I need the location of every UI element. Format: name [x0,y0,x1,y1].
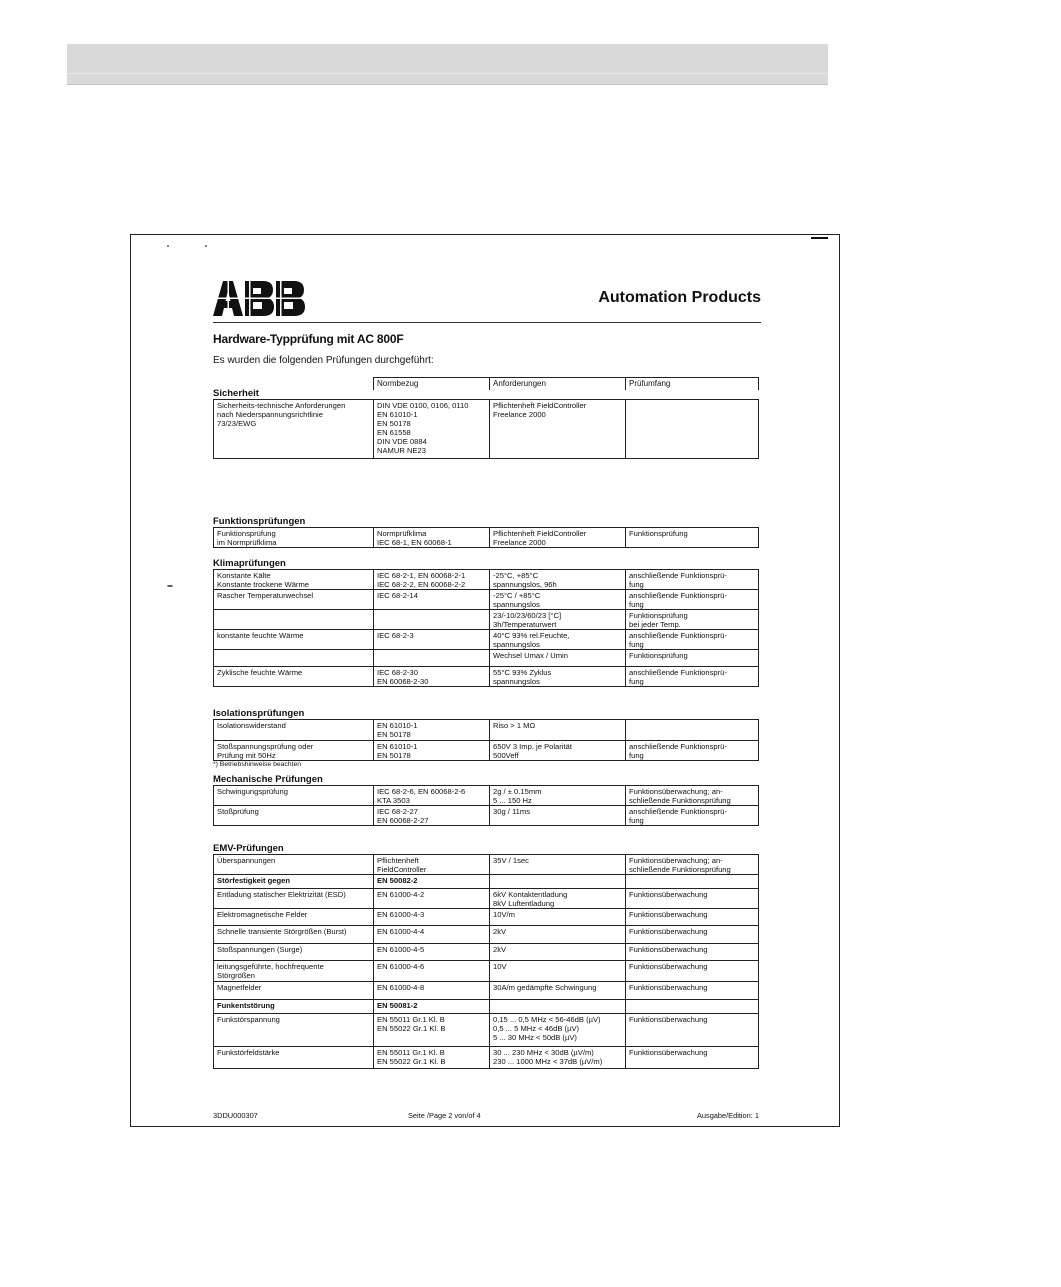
table-cell [626,1000,758,1013]
table-cell [626,720,758,740]
table-cell: IEC 68-2-6, EN 60068-2-6 KTA 3503 [374,786,490,805]
table-cell: 55°C 93% Zyklus spannungslos [490,667,626,686]
table-cell: 40°C 93% rel.Feuchte, spannungslos [490,630,626,649]
table-cell: 2g / ± 0.15mm 5 ... 150 Hz [490,786,626,805]
table-cell: Stoßspannungsprüfung oder Prüfung mit 50Hz [214,741,374,760]
scan-corner-mark [811,237,828,239]
table-cell: Funkentstörung [214,1000,374,1013]
table-cell: 10V [490,961,626,981]
table-cell: IEC 68-2-27 EN 60068-2-27 [374,806,490,825]
table-cell: EN 61010-1 EN 50178 [374,720,490,740]
table-cell: Funktionsüberwachung; an- schließende Funktionsprüfung [629,856,731,874]
section-title: Klimaprüfungen [213,558,286,569]
table-cell: Normprüfklima IEC 68-1, EN 60068-1 [374,528,490,547]
section-title: EMV-Prüfungen [213,843,284,854]
company-title: Automation Products [598,289,761,306]
table-row [214,961,758,982]
column-header: Anforderungen [489,378,625,390]
table-cell: IEC 68-2-14 [374,590,490,609]
table-cell: Pflichtenheft FieldController [374,855,490,874]
table-cell: 30A/m gedämpfte Schwingung [490,982,626,999]
test-table [213,854,759,1069]
column-header: Prüfumfang [625,378,759,390]
table-row [214,1014,758,1047]
table-cell [490,1000,626,1013]
table-cell: EN 55011 Gr.1 Kl. B EN 55022 Gr.1 Kl. B [374,1047,490,1068]
table-cell: EN 61000-4-6 [374,961,490,981]
table-cell: Funktionsüberwachung; an- schließende Funktionsprüfung [629,787,731,805]
table-cell: Funkstörspannung [214,1014,374,1046]
column-headers [373,377,759,389]
table-row [214,1047,758,1069]
table-cell: EN 61000-4-8 [374,982,490,999]
table-cell [374,610,490,629]
table-cell: -25°C, +85°C spannungslos, 96h [490,570,626,589]
table-row [214,944,758,961]
scan-speck [167,245,169,247]
test-section [213,517,759,548]
table-cell: anschließende Funktionsprü- fung [629,807,727,825]
table-cell: DIN VDE 0100, 0106, 0110 EN 61010-1 EN 50178 EN 61558 DIN VDE 0884 NAMUR NE23 [374,400,490,458]
table-cell [214,610,374,629]
table-cell [626,400,758,458]
table-cell: Funktionsüberwachung [629,910,708,919]
table-cell: Funkstörfeldstärke [214,1047,374,1068]
table-cell: Funktionsüberwachung [629,945,708,954]
table-cell: Elektromagnetische Felder [214,909,374,925]
table-cell: Pflichtenheft FieldController Freelance 2000 [490,400,626,458]
table-cell: 30g / 11ms [490,806,626,825]
table-cell: Schnelle transiente Störgrößen (Burst) [214,926,374,943]
test-section [213,709,759,769]
test-table [213,785,759,826]
table-cell: Störfestigkeit gegen [214,875,374,888]
table-cell: IEC 68-2-1, EN 60068-2-1 IEC 68-2-2, EN 60068-2-2 [374,570,490,589]
test-section [213,775,759,826]
test-section [213,844,759,1069]
table-cell: 6kV Kontaktentladung 8kV Luftentladung [490,889,626,908]
table-cell: EN 61000-4-3 [374,909,490,925]
table-cell: anschließende Funktionsprü- fung [629,591,727,609]
table-cell: 2kV [490,944,626,960]
table-cell: EN 61000-4-4 [374,926,490,943]
test-table [213,399,759,459]
test-table [213,719,759,761]
footer-edition: Ausgabe/Edition: 1 [696,1111,759,1120]
top-gray-band [67,44,828,85]
table-cell: IEC 68-2-30 EN 60068-2-30 [374,667,490,686]
table-cell: Funktionsüberwachung [629,1015,708,1024]
section-title: Funktionsprüfungen [213,516,306,527]
section-footnote: *) Betriebshinweise beachten [213,761,302,768]
test-table [213,527,759,548]
table-cell: 650V 3 Imp. je Polarität 500Veff [490,741,626,760]
table-cell [490,875,626,888]
column-header: Normbezug [373,378,489,390]
footer-doc-number: 3DDU000307 [213,1111,258,1120]
table-cell [626,875,758,888]
table-cell: -25°C / +85°C spannungslos [490,590,626,609]
scan-speck [167,585,173,587]
scanned-document-frame [130,234,840,1127]
table-row [214,667,758,687]
table-row [214,926,758,944]
table-row [214,528,758,548]
table-cell: Funktionsüberwachung [629,927,708,936]
table-cell: EN 61000-4-2 [374,889,490,908]
table-cell: anschließende Funktionsprü- fung [629,571,727,589]
table-row [214,610,758,630]
table-row [214,741,758,761]
table-cell: EN 50081-2 [374,1000,490,1013]
table-cell: Funktionsprüfung [629,529,688,538]
table-cell: Funktionsüberwachung [629,890,708,899]
table-cell: 23/-10/23/60/23 [°C] 3h/Temperaturwert [490,610,626,629]
table-cell: EN 61000-4-5 [374,944,490,960]
table-row [214,875,758,889]
table-row [214,786,758,806]
table-cell: Funktionsprüfung im Normprüfklima [214,528,374,547]
table-cell: Schwingungsprüfung [214,786,374,805]
table-cell: Funktionsüberwachung [629,962,708,971]
header-rule [213,322,761,323]
table-cell: konstante feuchte Wärme [214,630,374,649]
table-cell: anschließende Funktionsprü- fung [629,742,727,760]
table-cell: Stoßspannungen (Surge) [214,944,374,960]
table-row [214,650,758,667]
table-row [214,630,758,650]
test-table [213,569,759,687]
table-cell: 35V / 1sec [490,855,626,874]
table-cell: 2kV [490,926,626,943]
page-footer [213,1111,759,1121]
top-band-divider [67,73,828,74]
table-cell: Sicherheits-technische Anforderungen nach Niederspannungsrichtlinie 73/23/EWG [214,400,374,458]
table-row [214,909,758,926]
table-cell: Überspannungen [214,855,374,874]
footer-page-number: Seite /Page 2 von/of 4 [408,1111,481,1120]
table-row [214,590,758,610]
table-row [214,400,758,459]
table-cell: Riso > 1 MΩ [490,720,626,740]
table-cell: EN 50082-2 [374,875,490,888]
table-cell: Rascher Temperaturwechsel [214,590,374,609]
abb-logo [213,281,305,316]
table-cell: Funktionsprüfung [629,651,688,660]
table-cell [214,650,374,666]
section-title: Sicherheit [213,388,259,399]
table-cell: Funktionsüberwachung [629,1048,708,1057]
test-section [213,559,759,687]
table-row [214,806,758,826]
table-cell: EN 55011 Gr.1 Kl. B EN 55022 Gr.1 Kl. B [374,1014,490,1046]
table-cell [374,650,490,666]
table-cell: Funktionsüberwachung [629,983,708,992]
section-title: Isolationsprüfungen [213,708,305,719]
table-cell: Stoßprüfung [214,806,374,825]
table-cell: Magnetfelder [214,982,374,999]
table-cell: Zyklische feuchte Wärme [214,667,374,686]
scan-speck [205,245,207,247]
document-intro: Es wurden die folgenden Prüfungen durchgeführt: [213,355,434,366]
table-cell: EN 61010-1 EN 50178 [374,741,490,760]
table-row [214,982,758,1000]
table-cell: 30 ... 230 MHz < 30dB (µV/m) 230 ... 1000 MHz < 37dB (µV/m) [490,1047,626,1068]
table-cell: Pflichtenheft FieldController Freelance 2000 [490,528,626,547]
table-row [214,570,758,590]
table-row [214,855,758,875]
table-cell: Konstante Kälte Konstante trockene Wärme [214,570,374,589]
table-cell: leitungsgeführte, hochfrequente Störgrößen [214,961,374,981]
table-cell: Isolationswiderstand [214,720,374,740]
table-cell: 0,15 ... 0,5 MHz < 56-46dB (µV) 0,5 ... 5 MHz < 46dB (µV) 5 ... 30 MHz < 50dB (µV) [490,1014,626,1046]
document-title: Hardware-Typprüfung mit AC 800F [213,332,404,346]
table-cell: Funktionsprüfung bei jeder Temp. [629,611,688,629]
table-row [214,889,758,909]
table-cell: IEC 68-2-3 [374,630,490,649]
section-title: Mechanische Prüfungen [213,774,323,785]
table-cell: Wechsel Umax / Umin [490,650,626,666]
table-cell: Entladung statischer Elektrizität (ESD) [214,889,374,908]
table-row [214,1000,758,1014]
table-row [214,720,758,741]
table-cell: anschließende Funktionsprü- fung [629,631,727,649]
table-cell: 10V/m [490,909,626,925]
test-section [213,389,759,459]
table-cell: anschließende Funktionsprü- fung [629,668,727,686]
